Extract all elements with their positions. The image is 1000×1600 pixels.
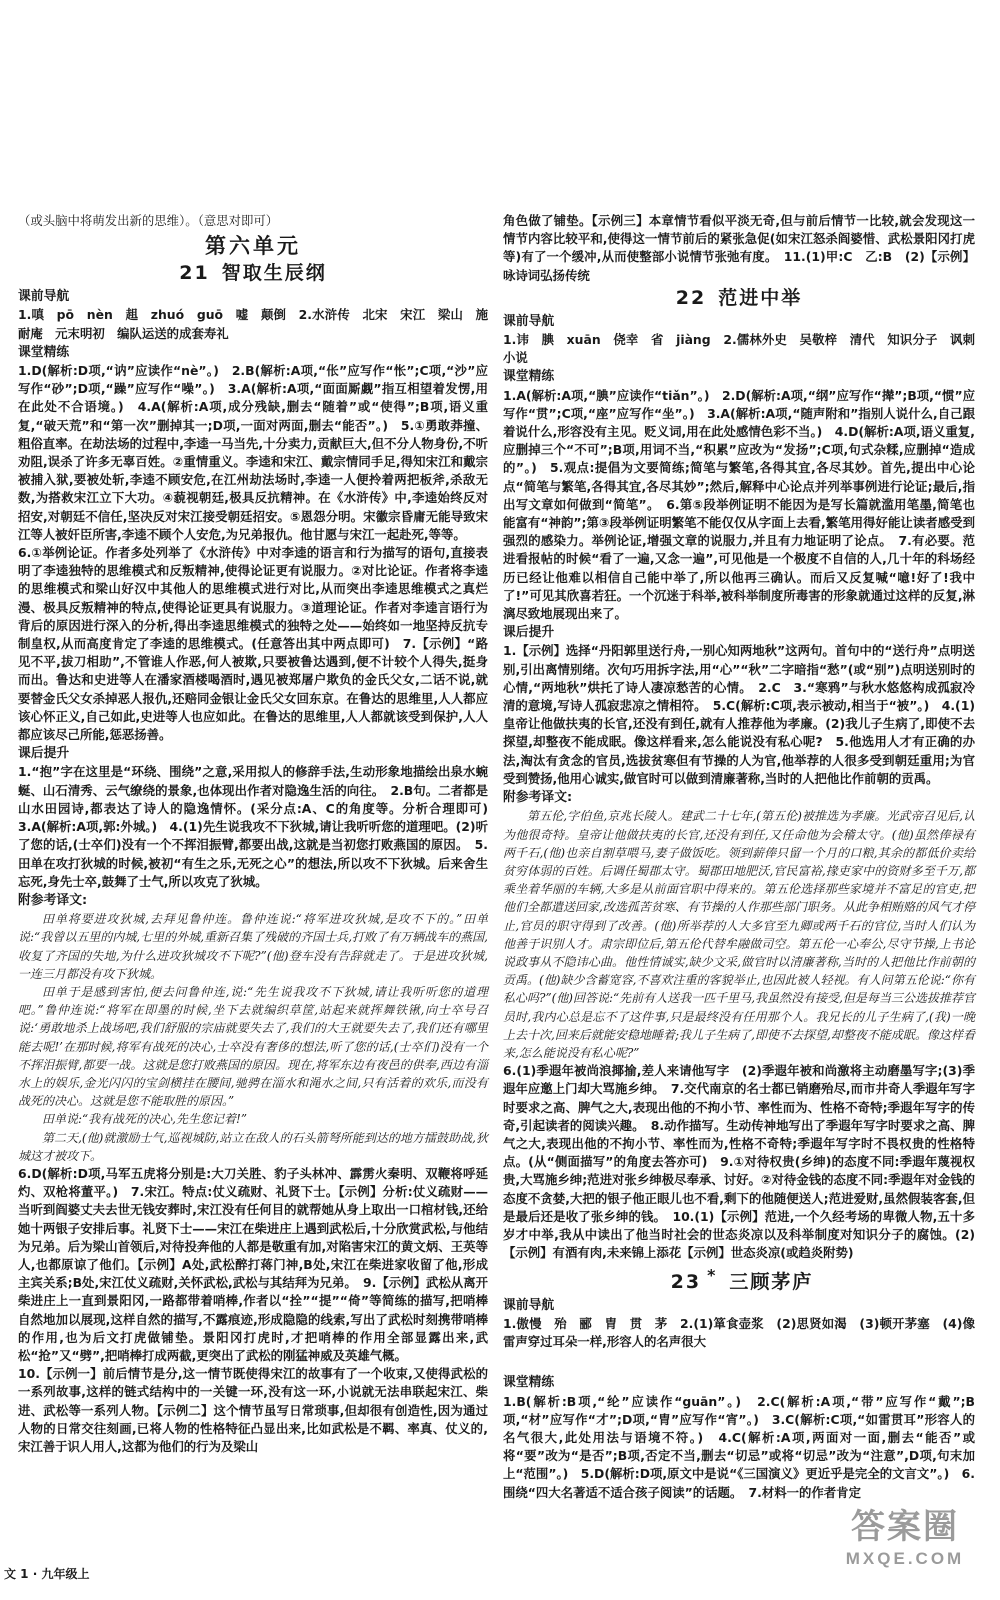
section-body-preview: 1.讳 腆 xuān 侥幸 省 jiàng 2.儒林外史 吴敬梓 清代 知识分子 讽刺小说	[503, 332, 975, 366]
translation-paragraph: 第五伦,字伯鱼,京兆长陵人。建武二十七年,(第五伦)被推选为孝廉。光武帝召见后,认为他很奇特。皇帝让他做扶夷的长官,还没有到任,又任命他为会稽太守。(他)虽然俸禄有两千石,(他)也亲自割草喂马,妻子做饭吃。领到薪俸只留一个月的口粮,其余的都低价卖给贫穷体弱的百姓。后调任蜀郡太守。蜀郡田地肥沃,官民富裕,掾吏家中的资财多至千万,都乘坐着华丽的车辆,大多是从前面官职中得来的。第五伦选择那些家境并不富足的官吏,把他们全都遣送回家,改选孤苦贫寒、有节操的人作那些部门职务。从此争相贿赂的风气才停止,官员的职守得到了改善。(他)所举荐的人大多官至九卿或两千石的官位,当时人们认为他善于识别人才。肃宗即位后,第五伦代替牟融做司空。第五伦一心奉公,尽守节操,上书论说政事从不隐讳心曲。他性情诚实,缺少文采,做官时以清廉著称,当时的人把他比作前朝的贡禹。(他)缺少含蓄宽容,不喜欢注重的客貌举止,也因此被人轻视。有人问第五伦说:“你有私心吗?”(他)回答说:“先前有人送我一匹千里马,我虽然没有接受,但是每当三公选拔推荐官员时,我内心总是忘不了这件事,只是最终没有任用那个人。我兄长的儿子生病了,(我)一晚上去十次,回来后就能安稳地睡着;我儿子生病了,即使不去探望,却整夜不能成眠。像这样看来,怎么能说没有私心呢?”	[503, 809, 975, 1060]
section-body-improve: 1.【示例】选择“丹阳郭里送行舟,一别心知两地秋”这两句。首句中的“送行舟”点明送别,引出离情别绪。次句巧用拆字法,用“心”“秋”二字暗指“愁”(或“别”)点明送别时的心情,“两地秋”烘托了诗人凄凉愁苦的心情。 2.C 3.“寒鸦”与秋水悠悠构成孤寂冷清的意境,写诗人孤寂悲凉之情相符。 5.C(解析:C项,表示被动,相当于“被”。) 4.(1)皇帝让他做扶夷的长官,还没有到任,就有人推荐他为孝廉。(2)我儿子生病了,即使不去探望,却整夜不能成眠。像这样看来,怎么能说没有私心呢? 5.他选用人才有正确的办法,淘汰有贪念的官员,选拔贫寒但有节操的人为官,他举荐的人很多受到朝廷重用;为官受到赞扬,他用心诚实,做官时可以做到清廉著称,当时的人把他比作前朝的贡禹。	[503, 643, 975, 786]
section-heading-practice: 课堂精练	[503, 1375, 555, 1391]
section-heading-translation: 附参考译文:	[503, 790, 573, 806]
section-body-practice: 1.B(解析:B项,“纶”应读作“guān”。) 2.C(解析:A项,“带”应写作“戴”;B项,“材”应写作“才”;D项,“胄”应写作“宵”。) 3.C(解析:C项,“如雷贯耳”形容人的名气很大,此处用法与语境不符。) 4.C(解析:A项,两面对一面,删去“能否”或将“要”改为“是否”;B项,否定不当,删去“切忌”或将“切忌”改为“注意”,D项,句末加上“范围”。) 5.D(解析:D项,原文中是说“《三国演义》更近乎是完全的文言文”。) 6.围绕“四大名著适不适合孩子阅读”的话题。 7.材料一的作者肯定	[503, 1393, 975, 1500]
lesson-name: 范进中举	[718, 286, 803, 309]
section-heading-translation: 附参考译文:	[18, 892, 88, 908]
right-column	[503, 212, 975, 1522]
translation-block	[18, 910, 488, 1165]
section-body-more: 6.(1)季遐年被尚浪揶揄,差人来请他写字 (2)季遐年被和尚激将主动磨墨写字;(3)季遐年应邀上门却大骂施乡绅。 7.交代南京的名士都已销磨殆尽,而市井奇人季遐年写字时要求之高、脾气之大,表现出他的不拘小节、率性而为、性格不奇特;季遐年写字的传奇,引起读者的阅读兴趣。 8.动作描写。生动传神地写出了季遐年写字时要求之高、脾气之大,表现出他的不拘小节、率性而为,性格不奇特;季遐年写字时不畏权贵的性格特点。(从“侧面描写”的角度去答亦可) 9.①对待权贵(乡绅)的态度不同:季遐年蔑视权贵,大骂施乡绅;范进对张乡绅极尽奉承、讨好。②对待金钱的态度不同:季遐年对金钱的态度不贪婪,大把的银子他正眼儿也不看,剩下的他随便送人;范进爱财,虽然假装客套,但是最后还是收了张乡绅的钱。 10.(1)【示例】范进,一个久经考场的卑微人物,五十多岁才中举,我从中读出了他当时社会的世态炎凉以及科举制度对知识分子的腐蚀。(2)【示例】有酒有肉,未来锦上添花【示例】世态炎凉(或趋炎附势)	[503, 1063, 975, 1261]
lesson-21-title	[18, 260, 488, 286]
section-heading-practice: 课堂精练	[503, 369, 555, 385]
intro-text: （或头脑中将萌发出新的思维）。（意思对即可）	[18, 213, 279, 228]
lesson-number: 23 *	[670, 1265, 718, 1293]
section-body-practice: 1.A(解析:A项,“腆”应读作“tiǎn”。) 2.D(解析:A项,“纲”应写作“撵”;B项,“惯”应写作“贯”;C项,“座”应写作“坐”。) 3.A(解析:A项,“随声附和”指别人说什么,自己跟着说什么,形容没有主见。贬义词,用在此处感情色彩不当。) 4.D(解析:A项,语义重复,应删掉三个“不可”;B项,用词不当,“积累”应改为“发扬”;C项,句式杂糅,应删掉“造成的”。) 5.观点:提倡为文要简练;简笔与繁笔,各得其宜,各尽其妙。首先,提出中心论点“简笔与繁笔,各得其宜,各尽其妙”;然后,解释中心论点并列举事例进行论证;最后,指出写文章如何做到“简笔”。 6.第⑤段举例证明不能因为是写长篇就滥用笔墨,简笔也能富有“神韵”;第③段举例证明繁笔不能仅仅从字面上去看,繁笔用得好能让读者感受到强烈的感染力。举例论证,增强文章的说服力,并且有力地证明了论点。 7.有必要。范进看报帖的时候“看了一遍,又念一遍”,可见他是一个极度不自信的人,几十年的科场经历已经让他难以相信自己能中举了,所以他再三确认。而后又反复喊“噫!好了!我中了!”可见其欣喜若狂。一个沉迷于科举,被科举制度所毒害的形象就通过这样的反复,淋漓尽致地展现出来了。	[503, 387, 975, 622]
watermark-url: MXQE.COM	[845, 1549, 965, 1568]
lesson-name: 智取生辰纲	[221, 262, 327, 285]
translation-paragraph: 第二天,(他)就激励士气,巡视城防,站立在敌人的石头箭弩所能到达的地方擂鼓助战,狄城这才被攻下。	[18, 1130, 488, 1163]
section-body-more: 6.D(解析:D项,马军五虎将分别是:大刀关胜、豹子头林冲、霹雳火秦明、双鞭将呼延灼、双枪将董平。) 7.宋江。特点:仗义疏财、礼贤下士。【示例】分析:仗义疏财——当听到阎婆丈夫去世无钱安葬时,宋江没有任何目的就帮她从身上取出一口棺材钱,还给她十两银子安排后事。礼贤下士——宋江在柴进庄上遇到武松后,十分欣赏武松,与他结为兄弟。后为梁山首领后,对待投奔他的人都是敬重有加,对陷害宋江的黄文炳、王英等人,也都原谅了他们。【示例】A处,武松醉打蒋门神,B处,宋江在柴进家收留了他,形成主宾关系;B处,宋江仗义疏财,关怀武松,武松与其结拜为兄弟。 9.【示例】武松从离开柴进庄上一直到景阳冈,一路都带着哨棒,作者以“拴”“提”“倚”等简练的描写,把哨棒自然地加以展现,这样自然的描写,不露痕迹,形成隐隐的线索,写出了武松时刻携带哨棒的作用,也为后文打虎做铺垫。景阳冈打虎时,才把哨棒的作用全部显露出来,武松“抢”又“劈”,把哨棒打成两截,更突出了武松的刚猛神威及英雄气概。	[18, 1165, 488, 1363]
section-body-more-2: 10.【示例一】前后情节是分,这一情节既使得宋江的故事有了一个收束,又使得武松的一系列故事,这样的链式结构中的一关键一环,没有这一环,小说就无法串联起宋江、柴进、武松等一系列人物。【示例二】这个情节虽写日常琐事,但却很有创造性,因为通过人物的日常交往刻画,已将人物的性格特征凸显出来,比如武松是不羁、率真、仗义的,宋江善于识人用人,这都为他们的行为及梁山	[18, 1366, 488, 1454]
continued-text: 角色做了铺垫。【示例三】本章情节看似平淡无奇,但与前后情节一比较,就会发现这一情节内容比较平和,使得这一情节前后的紧张急促(如宋江怒杀阎婆惜、武松景阳冈打虎等)有了一个缓冲,从而使整部小说情节张弛有度。 11.(1)甲:C 乙:B (2)【示例】咏诗词弘扬传统	[503, 213, 975, 283]
lesson-number: 22	[675, 286, 707, 309]
section-body-practice: 1.D(解析:D项,“讷”应读作“nè”。) 2.B(解析:A项,“伥”应写作“怅”;C项,“沙”应写作“砂”;D项,“躁”应写作“噪”。) 3.A(解析:A项,“面面厮觑”指互相望着发愣,用在此处不合语境。) 4.A(解析:A项,成分残缺,删去“随着”或“使得”;B项,语义重复,“破天荒”和“第一次”删掉其一;D项,一面对两面,删去“能否”。) 5.①勇敢莽撞、粗俗直率。在劫法场的过程中,李逵一马当先,十分卖力,贡献巨大,但不分人物身份,不听劝阻,误杀了许多无辜百姓。②重情重义。李逵和宋江、戴宗情同手足,得知宋江和戴宗被捕入狱,要被处斩,李逵不顾安危,在江州劫法场时,李逵一人便拎着两把板斧,杀敌无数,为搭救宋江立下大功。④藐视朝廷,极具反抗精神。在《水浒传》中,李逵始终反对招安,对朝廷不信任,坚决反对宋江接受朝廷招安。⑤恩怨分明。宋徽宗昏庸无能导致宋江等人被奸臣所害,李逵不顾个人安危,为兄弟报仇。他甘愿与宋江一起赴死,等等。	[18, 363, 488, 542]
section-body-improve: 1.“抱”字在这里是“环绕、围绕”之意,采用拟人的修辞手法,生动形象地描绘出泉水蜿蜒、山石清秀、云气缭绕的景象,也体现出作者对隐逸生活的向往。 2.B句。二者都是山水田园诗,都表达了诗人的隐逸情怀。(采分点:A、C的角度等。分析合理即可) 3.A(解析:A项,郭:外城。) 4.(1)先生说我攻不下狄城,请让我听听您的道理吧。(2)听了您的话,(士卒们)没有一个不挥泪振臂,都要出战,这就是当初您打败燕国的原因。 5.田单在攻打狄城的时候,被初“有生之乐,无死之心”的想法,所以攻不下狄城。后来舍生忘死,身先士卒,鼓舞了士气,所以攻克了狄城。	[18, 764, 501, 889]
section-heading-improve: 课后提升	[503, 625, 555, 641]
section-heading-improve: 课后提升	[18, 746, 70, 762]
lesson-number: 21	[179, 262, 210, 285]
section-heading-preview: 课前导航	[503, 313, 555, 329]
lesson-22-title	[503, 285, 975, 311]
lesson-name: 三顾茅庐	[729, 1270, 814, 1293]
translation-block	[503, 807, 975, 1062]
translation-paragraph: 田单于是感到害怕,便去问鲁仲连,说:“先生说我攻不下狄城,请让我听听您的道理吧。”鲁仲连说:“将军在即墨的时候,坐下去就编织草筐,站起来就挥舞铁锹,向士卒号召说:‘勇敢地杀上战场吧,我们舒服的宗庙就要失去了,我们的大王就要失去了,我们还有哪里能去呢!’在那时候,将军有战死的决心,士卒没有奢侈的想法,听了您的话,(士卒们)没有一个不挥泪振臂,都要一战。这就是您打败燕国的原因。现在,将军东边有夜邑的供奉,西边有淄水上的娱乐,金光闪闪的宝剑横挂在腰间,驰骋在淄水和渑水之间,只有活着的欢乐,而没有战死的决心。这就是您不能取胜的原因。”	[18, 984, 488, 1109]
section-heading-preview: 课前导航	[503, 1297, 555, 1313]
unit-title: 第六单元	[205, 234, 301, 259]
page-footer: 文 1 · 九年级上	[4, 1567, 90, 1581]
section-body-preview: 1.嗔 pō nèn 趄 zhuó guō 嘘 颠倒 2.水浒传 北宋 宋江 梁山 施耐庵 元末明初 编队运送的成套寿礼	[18, 307, 488, 341]
section-heading-preview: 课前导航	[18, 289, 70, 305]
section-heading-practice: 课堂精练	[18, 344, 70, 360]
section-body-preview: 1.傲慢 殆 郦 胄 贯 茅 2.(1)箪食壶浆 (2)思贤如渴 (3)顿开茅塞 (4)像雷声穿过耳朵一样,形容人的名声很大	[503, 1315, 975, 1350]
lesson-23-title	[503, 1262, 975, 1294]
section-body-practice-2: 6.①举例论证。作者多处列举了《水浒传》中对李逵的语言和行为描写的语句,直接表明了李逵独特的思维模式和反叛精神,使得论证更有说服力。②对比论证。作者将李逵的思维模式和梁山好汉中其他人的思维模式进行对比,从而突出李逵思维模式之真烂漫、极具反叛精神的特点,使得论证更具有说服力。③道理论证。作者对李逵言语行为背后的原因进行深入的分析,得出李逵思维模式的独特之处——始终如一地坚持反抗专制皇权,从而高度肯定了李逵的思维模式。(任意答出其中两点即可) 7.【示例】“路见不平,拔刀相助”,不管谁人作恶,何人被欺,只要被鲁达遇到,便不计较个人得失,挺身而出。鲁达和史进等人在潘家酒楼喝酒时,遇见被郑屠户欺负的金氏父女,二话不说,就要替金氏父女杀掉恶人报仇,还赔同金银让金氏父女回东京。在鲁达的思维里,人人都应该心怀正义,自己如此,史进等人也应如此。在鲁达的思维里,人人都就该受到保护,人人都应该尽己所能,惩恶扬善。	[18, 545, 488, 743]
translation-paragraph: 田单将要进攻狄城,去拜见鲁仲连。鲁仲连说:“将军进攻狄城,是攻不下的。”田单说:“我曾以五里的内城,七里的外城,重新召集了残破的齐国士兵,打败了有万辆战车的燕国,收复了齐国的失地,为什么进攻狄城攻不下呢?”(他)登车没有告辞就走了。于是进攻狄城,一连三月都没有攻下狄城。	[18, 912, 488, 981]
left-column	[18, 212, 501, 1574]
watermark-logo-text: 答案圈	[851, 1507, 959, 1547]
translation-paragraph: 田单说:“我有战死的决心,先生您记着!”	[42, 1112, 247, 1127]
watermark-logo	[820, 1505, 990, 1585]
